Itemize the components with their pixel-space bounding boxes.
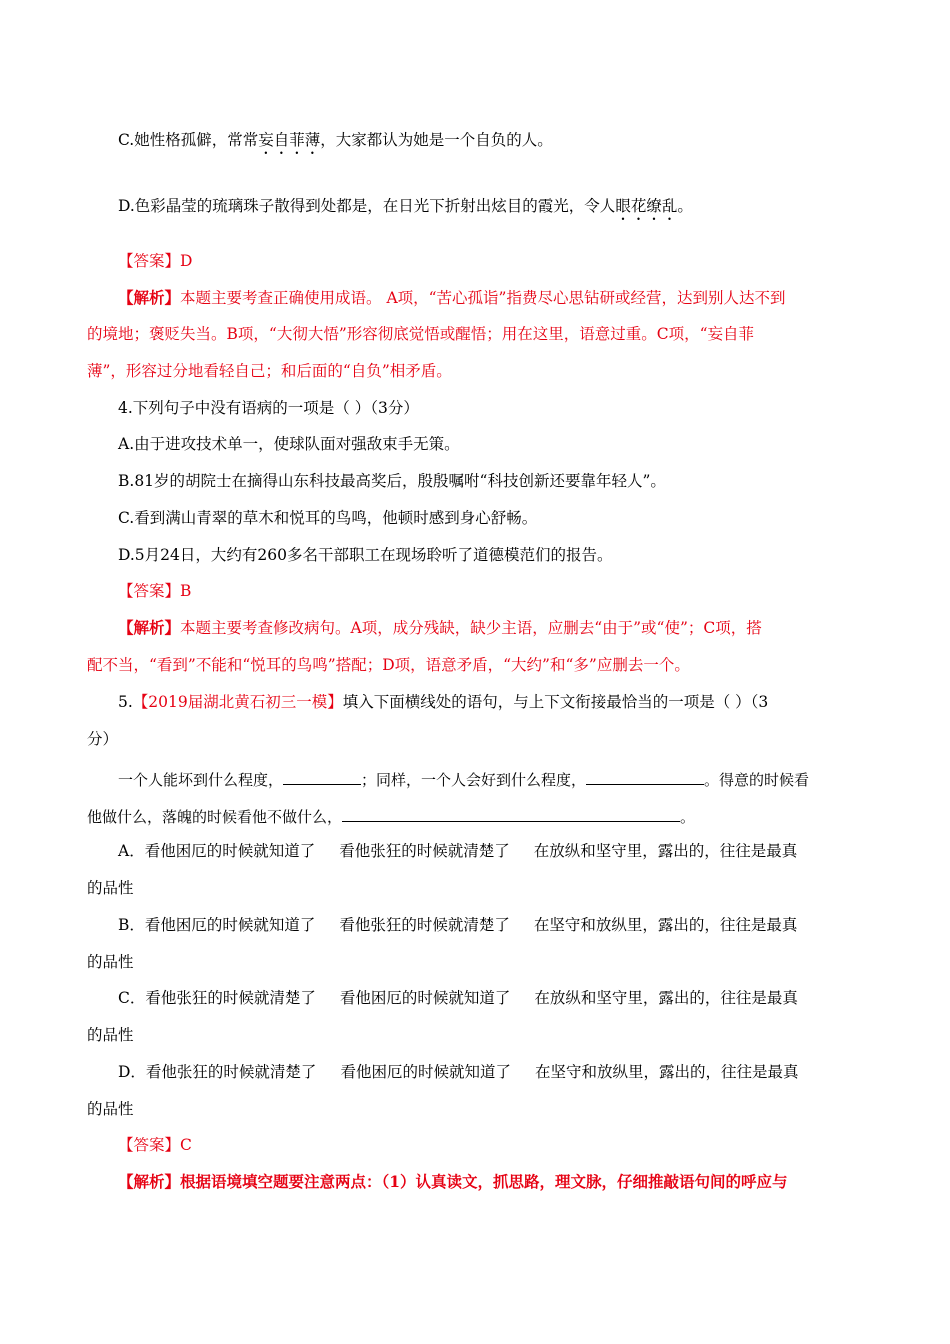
q5-passage-line-2: 他做什么，落魄的时候看他不做什么， 。 [87,805,695,825]
blank-1 [283,768,361,785]
q3-option-d: D.色彩晶莹的琉璃珠子散得到处都是，在日光下折射出炫目的霞光，令人眼花缭乱。 [118,197,693,215]
q5-option-b: B．看他困厄的时候就知道了 看他张狂的时候就清楚了 在坚守和放纵里，露出的，往往是最真 [118,916,798,934]
q5-option-a-cont: 的品性 [87,879,134,897]
q5-option-c: C．看他张狂的时候就清楚了 看他困厄的时候就知道了 在放纵和坚守里，露出的，往往是最真 [118,989,798,1007]
q5-option-c-cont: 的品性 [87,1026,134,1044]
q5-stem-line-2: 分） [87,730,119,748]
q3-option-c-emphasis: 妄自菲薄 [258,131,321,149]
q5-option-a: A．看他困厄的时候就知道了 看他张狂的时候就清楚了 在放纵和坚守里，露出的，往往是最真 [118,842,798,860]
q4-option-c: C.看到满山青翠的草木和悦耳的鸟鸣，他顿时感到身心舒畅。 [118,509,538,527]
q5-passage-line-1: 一个人能坏到什么程度， ；同样，一个人会好到什么程度， 。得意的时候看 [118,768,809,788]
q4-answer: 【答案】B [118,582,192,600]
q3-option-c: C.她性格孤僻，常常妄自菲薄，大家都认为她是一个自负的人。 [118,131,553,149]
q5-answer: 【答案】C [118,1136,192,1154]
q3-analysis-line-1: 【解析】本题主要考查正确使用成语。 A项，“苦心孤诣”指费尽心思钻研或经营，达到别人达不到 [118,288,786,307]
q3-answer: 【答案】D [118,252,193,270]
q4-option-a: A.由于进攻技术单一，使球队面对强敌束手无策。 [118,435,460,453]
q5-option-b-cont: 的品性 [87,953,134,971]
q4-option-b: B.81岁的胡院士在摘得山东科技最高奖后，殷殷嘱咐“科技创新还要靠年轻人”。 [118,472,666,490]
q3-analysis-line-3: 薄”，形容过分地看轻自己；和后面的“自负”相矛盾。 [87,362,452,380]
q5-option-d: D．看他张狂的时候就清楚了 看他困厄的时候就知道了 在坚守和放纵里，露出的，往往是最真 [118,1063,799,1081]
q4-analysis-line-1: 【解析】本题主要考查修改病句。A项，成分残缺，缺少主语，应删去“由于”或“使”；C项，搭 [118,618,762,637]
q5-stem: 5.【2019届湖北黄石初三一模】填入下面横线处的语句，与上下文衔接最恰当的一项是（ ）（3 [118,693,769,711]
q3-analysis-line-2: 的境地；褒贬失当。B项，“大彻大悟”形容彻底觉悟或醒悟；用在这里，语意过重。C项，“妄自菲 [87,325,755,343]
q4-stem: 4.下列句子中没有语病的一项是（ ）（3分） [118,399,419,417]
q5-source: 【2019届湖北黄石初三一模】 [132,693,343,711]
q4-analysis-line-2: 配不当，“看到”不能和“悦耳的鸟鸣”搭配；D项，语意矛盾，“大约”和“多”应删去一个。 [87,656,690,674]
blank-2 [586,768,704,785]
blank-3 [342,805,680,822]
q3-option-d-emphasis: 眼花缭乱 [615,197,678,215]
q5-analysis-line-1: 【解析】根据语境填空题要注意两点：（1）认真读文，抓思路，理文脉，仔细推敲语句间的呼应与 [118,1172,788,1191]
q4-option-d: D.5月24日，大约有260多名干部职工在现场聆听了道德模范们的报告。 [118,546,613,564]
q5-option-d-cont: 的品性 [87,1100,134,1118]
